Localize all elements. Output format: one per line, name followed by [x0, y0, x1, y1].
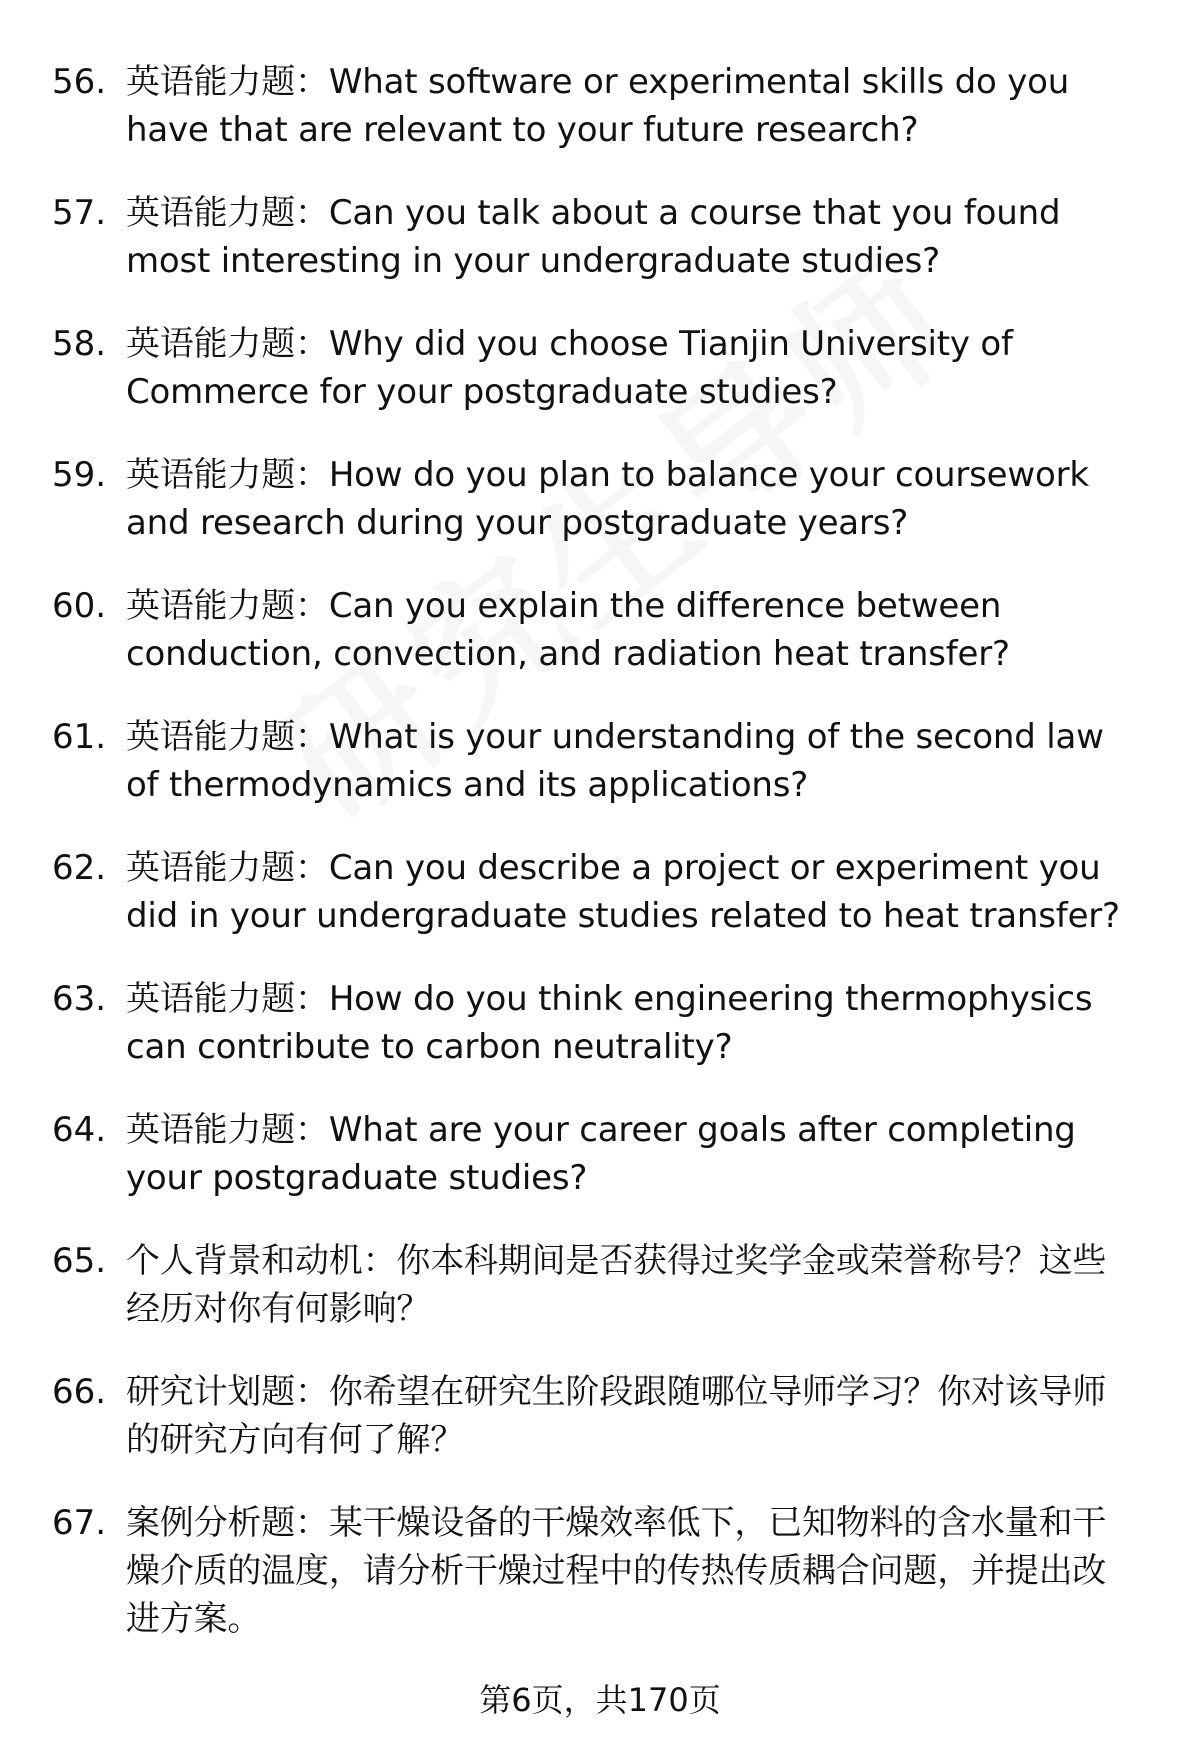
question-body [126, 582, 1136, 678]
question-number: 60. [52, 586, 107, 626]
question-number: 61. [52, 717, 107, 757]
question-item [0, 844, 1200, 940]
question-number: 67. [52, 1503, 107, 1543]
question-body [126, 320, 1136, 416]
question-category: 英语能力题： [126, 455, 329, 495]
question-category: 英语能力题： [126, 324, 329, 364]
question-item [0, 189, 1200, 285]
question-category: 案例分析题： [126, 1503, 329, 1543]
question-text: Why did you choose Tianjin University of Commerce for your postgraduate studies? [126, 324, 1013, 412]
question-item [0, 713, 1200, 809]
question-body [126, 189, 1136, 285]
page-footer: 第6页，共170页 [479, 1681, 721, 1719]
question-text: How do you think engineering thermophysics can contribute to carbon neutrality? [126, 979, 1093, 1067]
question-category: 个人背景和动机： [126, 1241, 397, 1281]
question-number: 65. [52, 1241, 107, 1281]
question-number: 59. [52, 455, 107, 495]
question-text: Can you explain the difference between conduction, convection, and radiation heat transfer? [126, 586, 1010, 674]
question-number: 64. [52, 1110, 107, 1150]
question-body [126, 58, 1136, 154]
question-body [126, 713, 1136, 809]
question-item [0, 1237, 1200, 1333]
question-category: 英语能力题： [126, 1110, 329, 1150]
question-category: 研究计划题： [126, 1372, 329, 1412]
question-category: 英语能力题： [126, 717, 329, 757]
question-body [126, 1237, 1136, 1333]
question-text: 你希望在研究生阶段跟随哪位导师学习？你对该导师的研究方向有何了解？ [126, 1372, 1107, 1460]
question-text: What is your understanding of the second law of thermodynamics and its applications? [126, 717, 1104, 805]
question-item [0, 1499, 1200, 1643]
question-item [0, 451, 1200, 547]
question-text: What software or experimental skills do you have that are relevant to your future research? [126, 62, 1070, 150]
question-body [126, 844, 1136, 940]
question-number: 62. [52, 848, 107, 888]
question-item [0, 975, 1200, 1071]
question-list [0, 58, 1200, 1678]
question-category: 英语能力题： [126, 979, 329, 1019]
question-item [0, 582, 1200, 678]
question-body [126, 1106, 1136, 1202]
question-text: Can you describe a project or experiment you did in your undergraduate studies related to heat transfer? [126, 848, 1120, 936]
question-number: 63. [52, 979, 107, 1019]
question-body [126, 451, 1136, 547]
question-text: Can you talk about a course that you found most interesting in your undergraduate studies? [126, 193, 1061, 281]
question-item [0, 1368, 1200, 1464]
question-body [126, 975, 1136, 1071]
question-category: 英语能力题： [126, 193, 329, 233]
question-item [0, 58, 1200, 154]
question-text: 某干燥设备的干燥效率低下，已知物料的含水量和干燥介质的温度，请分析干燥过程中的传热传质耦合问题，并提出改进方案。 [126, 1503, 1107, 1639]
question-category: 英语能力题： [126, 848, 329, 888]
question-category: 英语能力题： [126, 586, 329, 626]
question-number: 58. [52, 324, 107, 364]
question-text: How do you plan to balance your coursework and research during your postgraduate years? [126, 455, 1089, 543]
question-text: 你本科期间是否获得过奖学金或荣誉称号？这些经历对你有何影响？ [126, 1241, 1107, 1329]
question-body [126, 1368, 1136, 1464]
question-number: 66. [52, 1372, 107, 1412]
question-number: 56. [52, 62, 107, 102]
question-body [126, 1499, 1136, 1643]
question-item [0, 1106, 1200, 1202]
question-number: 57. [52, 193, 107, 233]
question-text: What are your career goals after completing your postgraduate studies? [126, 1110, 1076, 1198]
question-item [0, 320, 1200, 416]
question-category: 英语能力题： [126, 62, 329, 102]
